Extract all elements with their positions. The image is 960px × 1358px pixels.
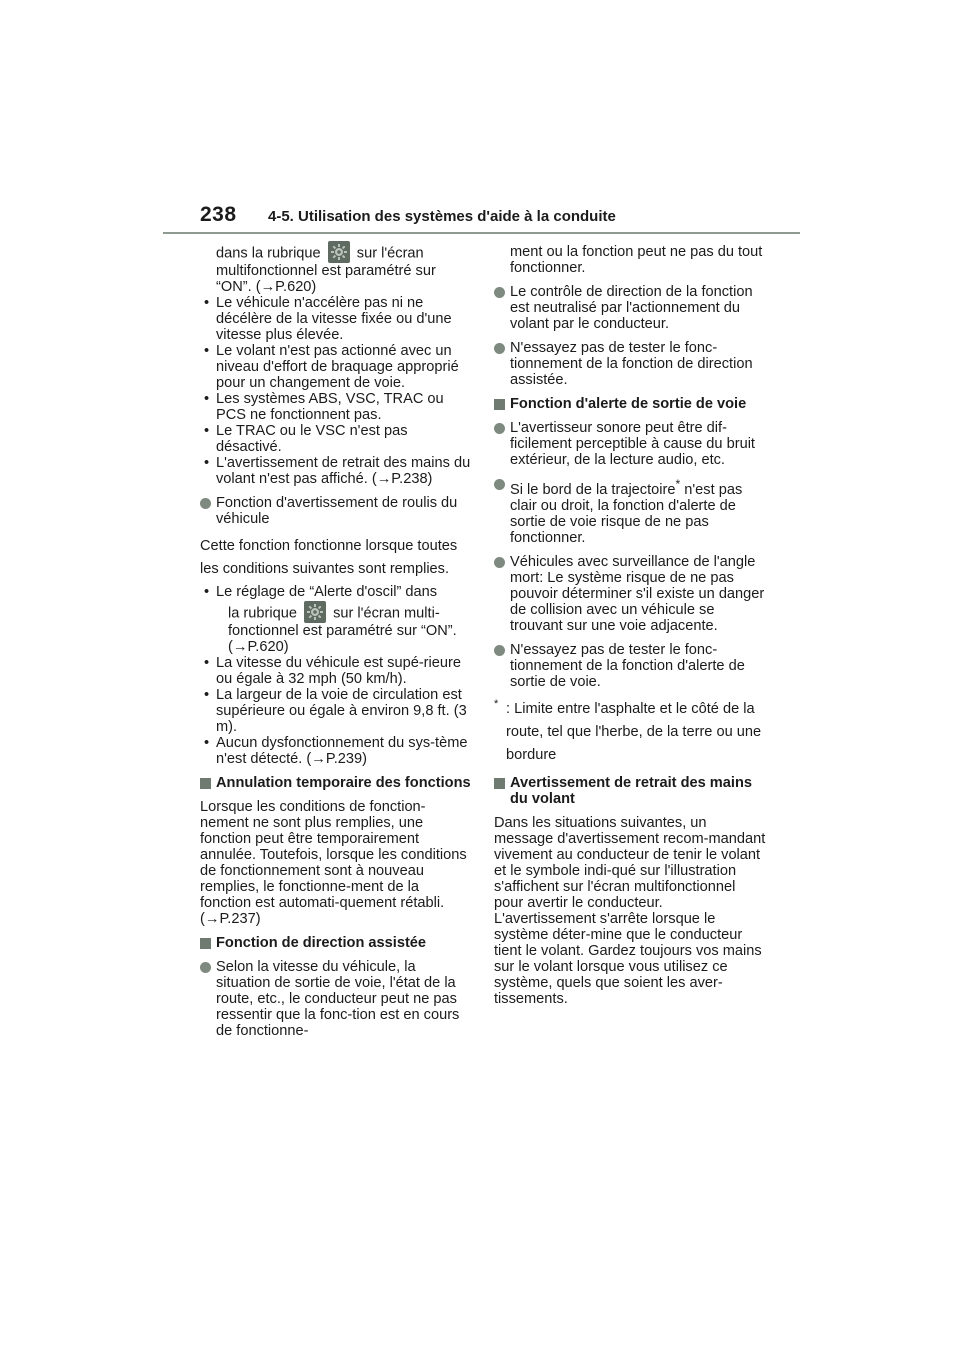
- bullet-dot-icon: [494, 557, 505, 568]
- footnote-star: *: [494, 697, 499, 710]
- page-header: [200, 203, 800, 235]
- bullet-list-conditions: [200, 295, 472, 487]
- list-item: • Aucun dysfonctionnement du sys-tème n'est détecté. (→P.239): [204, 735, 468, 767]
- list-item: • La largeur de la voie de circulation est supérieure ou égale à environ 9,8 ft. (3 m).: [204, 687, 467, 735]
- heading-square-icon: [494, 399, 505, 410]
- bullet-dot-icon: [494, 645, 505, 656]
- left-column: [200, 244, 472, 1047]
- list-item: • Les systèmes ABS, VSC, TRAC ou PCS ne fonctionnent pas.: [204, 391, 444, 423]
- dot-item-roll-warning: Fonction d'avertissement de roulis du véhicule: [200, 495, 472, 527]
- dot-item: Le contrôle de direction de la fonction est neutralisé par l'actionnement du volant par le conducteur.: [494, 284, 766, 332]
- paragraph-conditions-intro: Cette fonction fonctionne lorsque toutes les conditions suivantes sont remplies.: [200, 538, 458, 577]
- bullet-list-roll-conditions: [200, 581, 472, 767]
- paragraph-hands-off-warning: Dans les situations suivantes, un message d'avertissement recom-mandant vivement au conducteur de tenir le volant et le symbole indi-qué sur l'illustration s'affichent sur l'écran multifonctionnel pour avertir le conducteur. L'avertissement s'arrête lorsque le système déter-mine que le conducteur tient le volant. Gardez toujours vos mains sur le volant lorsque vous utilisez ce système, quels que soient les aver-tissements.: [494, 814, 766, 1007]
- bullet-dot-icon: [200, 962, 211, 973]
- paragraph-continuation: ment ou la fonction peut ne pas du tout fonctionner.: [510, 244, 763, 276]
- bullet-dot-icon: [494, 343, 505, 354]
- paragraph-temporary-cancel: Lorsque les conditions de fonction-nement ne sont plus remplies, une fonction peut être temporairement annulée. Toutefois, lorsque les conditions de fonctionnement sont à nouveau remplies, le fonctionne-ment de la fonction est automati-quement rétabli. (→P.237): [200, 799, 467, 927]
- bullet-dot-icon: [494, 423, 505, 434]
- heading-steering-assist: Fonction de direction assistée: [200, 935, 472, 951]
- bullet-dot-icon: [200, 498, 211, 509]
- footnote-marker: *: [675, 477, 681, 491]
- heading-square-icon: [200, 938, 211, 949]
- dot-item: N'essayez pas de tester le fonc-tionnement de la fonction d'alerte de sortie de voie.: [494, 642, 766, 690]
- list-item: la rubrique sur l'écran multi-fonctionnel est paramétré sur “ON”. (→P.620): [200, 604, 472, 655]
- heading-square-icon: [200, 778, 211, 789]
- list-item: • L'avertissement de retrait des mains du volant n'est pas affiché. (→P.238): [204, 455, 471, 487]
- dot-item: N'essayez pas de tester le fonc-tionnement de la fonction de direction assistée.: [494, 340, 766, 388]
- footnote: * : Limite entre l'asphalte et le côté de la route, tel que l'herbe, de la terre ou une bordure: [494, 698, 766, 767]
- heading-temporary-cancel: Annulation temporaire des fonctions: [200, 775, 472, 791]
- heading-hands-off-warning: Avertissement de retrait des mains du volant: [494, 775, 766, 807]
- paragraph-continuation: dans la rubrique sur l'écran multifonctionnel est paramétré sur “ON”. (→P.620): [200, 244, 472, 295]
- list-item: • La vitesse du véhicule est supé-rieure ou égale à 32 mph (50 km/h).: [204, 655, 461, 687]
- list-item: • Le véhicule n'accélère pas ni ne décélère de la vitesse fixée ou d'une vitesse plus élevée.: [204, 295, 452, 343]
- dot-item: L'avertisseur sonore peut être dif-ficilement perceptible à cause du bruit extérieur, de la lecture audio, etc.: [494, 420, 766, 468]
- dot-item: Véhicules avec surveillance de l'angle mort: Le système risque de ne pas pouvoir déterminer s'il existe un danger de collision avec un véhicule se trouvant sur une voie adjacente.: [494, 554, 766, 634]
- heading-lane-departure-alert: Fonction d'alerte de sortie de voie: [494, 396, 766, 412]
- list-item: • Le TRAC ou le VSC n'est pas désactivé.: [204, 423, 408, 455]
- heading-square-icon: [494, 778, 505, 789]
- header-divider: [163, 232, 800, 234]
- dot-item: Si le bord de la trajectoire* n'est pas clair ou droit, la fonction d'alerte de sortie de voie risque de ne pas fonctionner.: [494, 476, 766, 546]
- bullet-dot-icon: [494, 287, 505, 298]
- right-column: [494, 244, 766, 1015]
- gear-icon: [304, 601, 326, 623]
- bullet-dot-icon: [494, 479, 505, 490]
- page-number: 238: [200, 203, 237, 226]
- gear-icon: [328, 241, 350, 263]
- section-title: 4-5. Utilisation des systèmes d'aide à la conduite: [268, 208, 616, 225]
- list-item: • Le réglage de “Alerte d'oscil” dans: [204, 584, 438, 600]
- list-item: • Le volant n'est pas actionné avec un niveau d'effort de braquage approprié pour un changement de voie.: [204, 343, 459, 391]
- dot-item-steering-assist: Selon la vitesse du véhicule, la situation de sortie de voie, l'état de la route, etc., le conducteur peut ne pas ressentir que la fonc-tion est en cours de fonctionne-: [200, 959, 472, 1039]
